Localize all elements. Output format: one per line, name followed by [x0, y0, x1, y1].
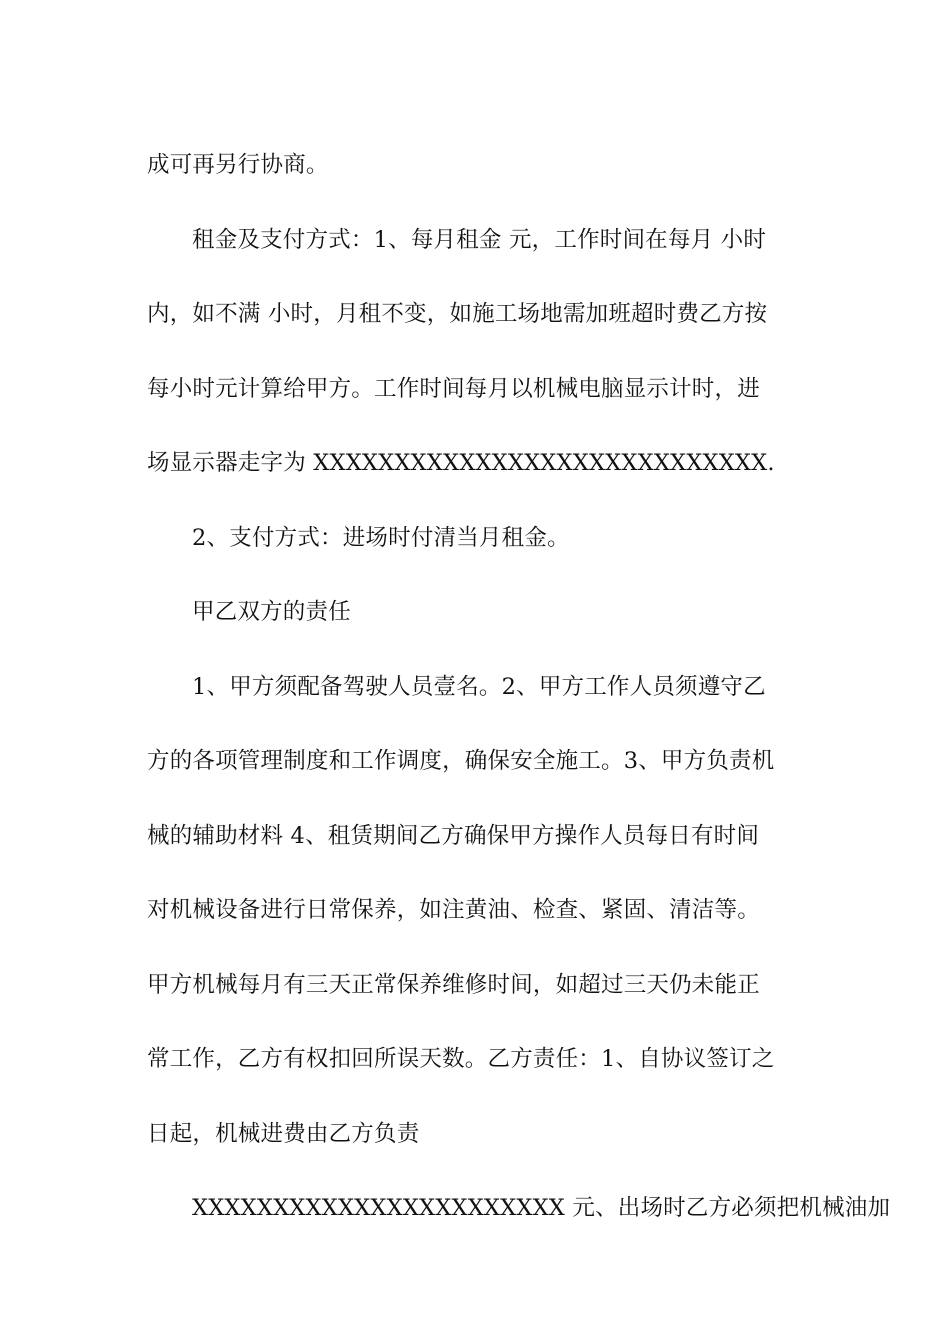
text-line: 2、支付方式：进场时付清当月租金。 [192, 524, 570, 551]
text-line: XXXXXXXXXXXXXXXXXXXXXXX 元、出场时乙方必须把机械油加 [192, 1195, 891, 1221]
text-line: 成可再另行协商。 [147, 152, 329, 178]
text-line: 每小时元计算给甲方。工作时间每月以机械电脑显示计时，进 [147, 375, 760, 402]
text-line: 内，如不满 小时，月租不变，如施工场地需加班超时费乙方按 [147, 301, 768, 327]
section-heading: 甲乙双方的责任 [192, 599, 351, 625]
text-line: 甲方机械每月有三天正常保养维修时间，如超过三天仍未能正 [147, 971, 760, 998]
text-line: 方的各项管理制度和工作调度，确保安全施工。3、甲方负责机 [147, 748, 775, 774]
text-line: 械的辅助材料 4、租赁期间乙方确保甲方操作人员每日有时间 [147, 822, 760, 849]
text-line: 日起，机械进费由乙方负责 [147, 1120, 420, 1147]
text-line: 对机械设备进行日常保养，如注黄油、检查、紧固、清洁等。 [147, 897, 760, 923]
document-body [147, 128, 891, 1246]
text-line: 租金及支付方式：1、每月租金 元，工作时间在每月 小时 [192, 226, 767, 253]
text-line: 常工作，乙方有权扣回所误天数。乙方责任：1、自协议签订之 [147, 1046, 775, 1072]
text-line: 1、甲方须配备驾驶人员壹名。2、甲方工作人员须遵守乙 [192, 673, 766, 700]
text-line: 场显示器走字为 XXXXXXXXXXXXXXXXXXXXXXXXXXXX. [147, 450, 775, 476]
